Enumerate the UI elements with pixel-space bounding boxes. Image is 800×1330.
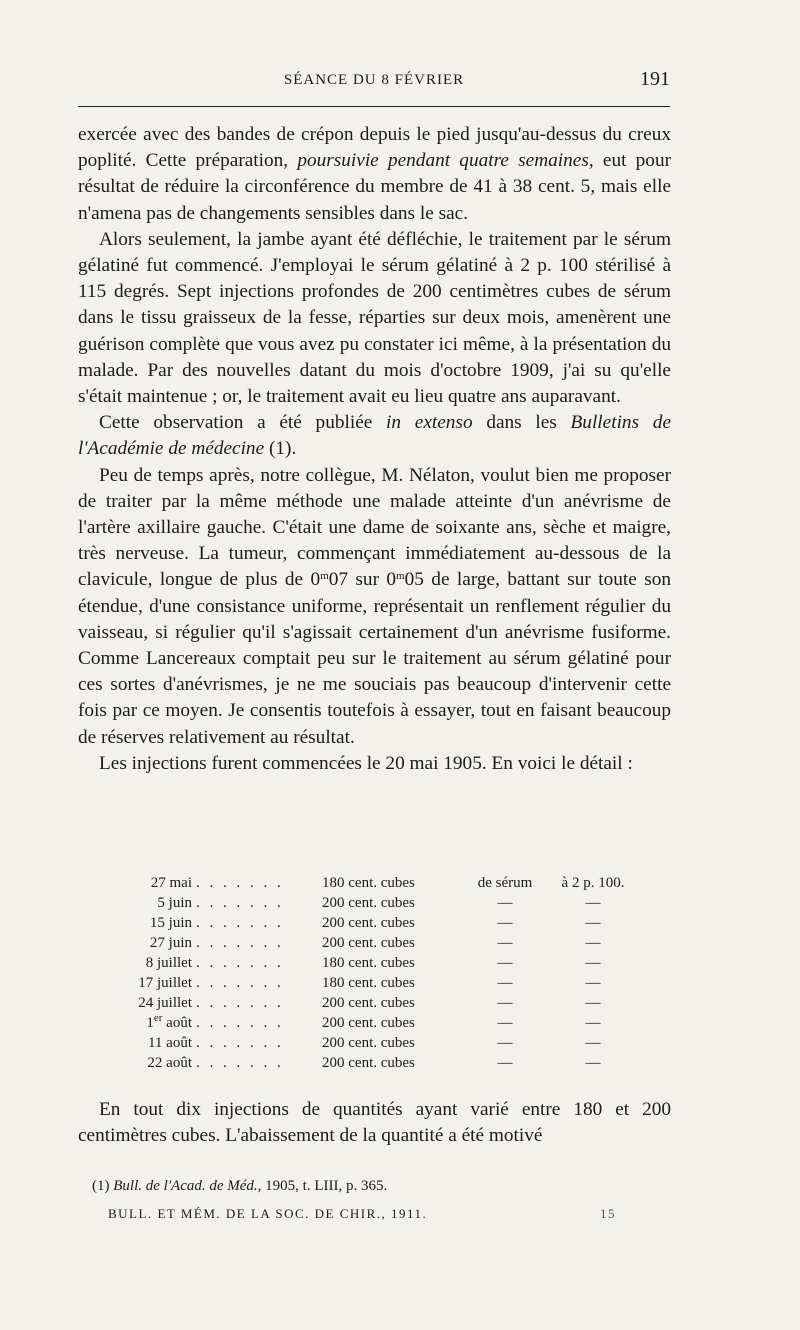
quantity-cell: 180 cent. cubes xyxy=(322,955,415,971)
quantity-cell: 180 cent. cubes xyxy=(322,975,415,991)
injection-table xyxy=(120,873,640,1073)
ditto-mark: — xyxy=(497,995,513,1011)
text-run: 07 sur 0 xyxy=(328,569,397,591)
signature-mark: 15 xyxy=(600,1206,616,1221)
date-cell: 5 juin xyxy=(157,895,192,911)
quantity-cell: 200 cent. cubes xyxy=(322,995,415,1011)
ditto-mark: — xyxy=(585,1015,601,1031)
paragraph-6: En tout dix injections de quantités ayant varié entre 180 et 200 centimètres cubes. L'abaissement de la quantité a été motivé xyxy=(78,1099,671,1147)
serum-cell: de sérum xyxy=(477,875,533,891)
superscript: er xyxy=(153,1012,163,1024)
paragraph-2: Alors seulement, la jambe ayant été défléchie, le traitement par le sérum gélatiné fut commencé. J'employai le sérum gélatiné à 2 p. 100 stérilisé à 115 degrés. Sept injections profondes de 200 centimètres cubes de sérum dans le tissu graisseux de la fesse, réparties sur deux mois, amenèrent une guérison complète que vous avez pu constater ici même, à la présentation du malade. Par des nouvelles datant du mois d'octobre 1909, j'ai su qu'elle s'était maintenue ; or, le traitement avait eu lieu quatre ans auparavant. xyxy=(78,228,671,408)
ditto-mark: — xyxy=(585,935,601,951)
imprint: BULL. ET MÉM. DE LA SOC. DE CHIR. xyxy=(108,1206,382,1221)
quantity-cell: 180 cent. cubes xyxy=(322,875,415,891)
footnote-ref: (1). xyxy=(264,438,297,460)
text-run: dans les xyxy=(472,412,571,434)
page-number: 191 xyxy=(640,68,670,90)
page-header xyxy=(78,66,670,106)
table-row xyxy=(120,993,640,1013)
ditto-mark: — xyxy=(497,955,513,971)
footnote-details: , 1905, t. LIII, p. 365. xyxy=(257,1178,388,1194)
header-rule xyxy=(78,106,670,107)
date-cell: 11 août xyxy=(147,1035,192,1051)
ditto-mark: — xyxy=(585,1055,601,1071)
ditto-mark: — xyxy=(497,935,513,951)
quantity-cell: 200 cent. cubes xyxy=(322,1015,415,1031)
ditto-mark: — xyxy=(497,1055,513,1071)
ditto-mark: — xyxy=(497,975,513,991)
leader-dots: . . . . . . . xyxy=(196,995,284,1011)
date-day: 1 xyxy=(146,1015,154,1031)
table-row xyxy=(120,1053,640,1073)
table-row xyxy=(120,973,640,993)
paragraph-1 xyxy=(78,122,671,227)
concentration-cell: à 2 p. 100. xyxy=(561,875,625,891)
leader-dots: . . . . . . . xyxy=(196,935,284,951)
imprint-year: , 1911. xyxy=(381,1206,428,1221)
italic-run: poursuivie pendant quatre semaines xyxy=(297,150,589,172)
leader-dots: . . . . . . . xyxy=(196,1055,284,1071)
quantity-cell: 200 cent. cubes xyxy=(322,935,415,951)
table-row xyxy=(120,933,640,953)
superscript: m xyxy=(320,570,329,583)
italic-run: in extenso xyxy=(386,412,473,434)
text-run: , eut pour résultat de réduire la circonférence du membre de 41 à 38 cent. 5, mais elle n'amena pas de changements sensibles dans le sac. xyxy=(78,150,672,224)
text-run: Cette observation a été publiée xyxy=(99,412,387,434)
footnote-citation: Bull. de l'Acad. de Méd. xyxy=(113,1178,258,1194)
date-month: août xyxy=(162,1015,192,1031)
footnote xyxy=(92,1178,652,1195)
leader-dots: . . . . . . . xyxy=(196,975,284,991)
superscript: m xyxy=(396,570,405,583)
date-cell: 8 juillet xyxy=(145,955,192,971)
date-cell: 24 juillet xyxy=(138,995,192,1011)
ditto-mark: — xyxy=(497,915,513,931)
ditto-mark: — xyxy=(497,895,513,911)
text-run: Peu de temps après, notre collègue, M. Nélaton, voulut bien me proposer de traiter par la même méthode une malade atteinte d'un anévrisme de l'artère axillaire gauche. C'était une dame de soixante ans, sèche et maigre, très nerveuse. La tumeur, commençant immédiatement au-dessous de la clavicule, longue de plus de 0 xyxy=(78,464,671,591)
ditto-mark: — xyxy=(585,1035,601,1051)
leader-dots: . . . . . . . xyxy=(196,895,284,911)
leader-dots: . . . . . . . xyxy=(196,875,284,891)
table-row xyxy=(120,1013,640,1033)
paragraph-5: Les injections furent commencées le 20 mai 1905. En voici le détail : xyxy=(99,752,633,774)
leader-dots: . . . . . . . xyxy=(196,915,284,931)
italic-run: Bulletins de l'Académie de médecine xyxy=(78,412,671,460)
table-row xyxy=(120,873,640,893)
ditto-mark: — xyxy=(585,995,601,1011)
date-cell: 15 juin xyxy=(149,915,192,931)
ditto-mark: — xyxy=(497,1035,513,1051)
leader-dots: . . . . . . . xyxy=(196,1015,284,1031)
table-row xyxy=(120,893,640,913)
ditto-mark: — xyxy=(585,975,601,991)
quantity-cell: 200 cent. cubes xyxy=(322,915,415,931)
date-cell: 17 juillet xyxy=(138,975,192,991)
quantity-cell: 200 cent. cubes xyxy=(322,895,415,911)
paragraph-4 xyxy=(78,463,671,751)
text-run: exercée avec des bandes de crépon depuis le pied jusqu'au-dessus du creux poplité. Cette préparation, xyxy=(78,124,671,172)
body-text xyxy=(78,122,671,777)
date-cell: 22 août xyxy=(147,1055,192,1071)
date-cell xyxy=(120,1013,192,1033)
table-row xyxy=(120,953,640,973)
date-cell: 27 mai xyxy=(150,875,192,891)
quantity-cell: 200 cent. cubes xyxy=(322,1035,415,1051)
table-row xyxy=(120,1033,640,1053)
ditto-mark: — xyxy=(585,915,601,931)
body-text-continued xyxy=(78,1097,671,1149)
quantity-cell: 200 cent. cubes xyxy=(322,1055,415,1071)
table-row xyxy=(120,913,640,933)
leader-dots: . . . . . . . xyxy=(196,955,284,971)
text-run: 05 de large, battant sur toute son étendue, d'une consistance uniforme, représentait un renflement régulier du vaisseau, si régulier qu'il s'agissait certainement d'un anévrisme fusiforme. Comme Lancereaux comptait peu sur le traitement au sérum gélatiné pour ces sortes d'anévrismes, je ne me souciais pas beaucoup d'intervenir cette fois par ce moyen. Je consentis toutefois à essayer, tout en faisant beaucoup de réserves relativement au résultat. xyxy=(78,569,671,748)
footnote-marker: (1) xyxy=(92,1178,114,1194)
ditto-mark: — xyxy=(585,895,601,911)
page-footer xyxy=(108,1206,616,1222)
leader-dots: . . . . . . . xyxy=(196,1035,284,1051)
paragraph-3 xyxy=(78,410,671,462)
date-cell: 27 juin xyxy=(149,935,192,951)
ditto-mark: — xyxy=(497,1015,513,1031)
running-title: SÉANCE DU 8 FÉVRIER xyxy=(283,72,465,88)
ditto-mark: — xyxy=(585,955,601,971)
